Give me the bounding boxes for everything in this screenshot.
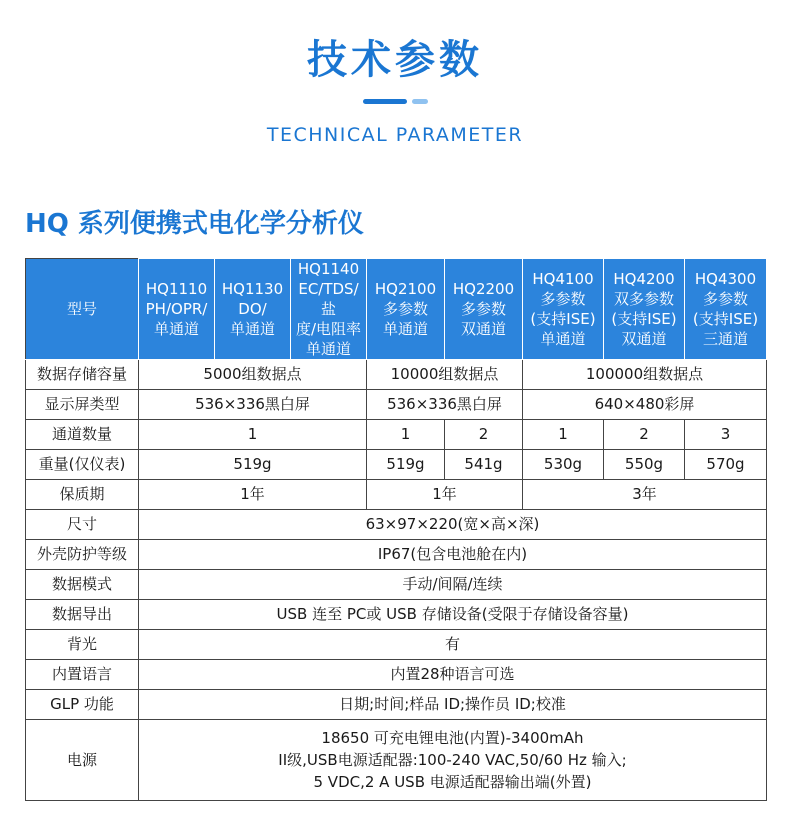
model-line: 多参数	[460, 300, 506, 318]
model-line: (支持ISE)	[611, 310, 677, 328]
table-cell: 1年	[139, 480, 367, 510]
model-hq4300	[685, 259, 767, 360]
model-line: EC/TDS/盐	[298, 280, 359, 318]
model-line: DO/	[238, 300, 267, 318]
table-cell: 日期;时间;样品 ID;操作员 ID;校准	[139, 690, 767, 720]
table-row	[26, 450, 767, 480]
table-row	[26, 630, 767, 660]
table-cell: 519g	[367, 450, 445, 480]
model-line: 三通道	[702, 330, 748, 348]
model-line: 双通道	[621, 330, 667, 348]
model-line: 双多参数	[613, 290, 674, 308]
table-cell: 手动/间隔/连续	[139, 570, 767, 600]
table-cell: 519g	[139, 450, 367, 480]
model-line: (支持ISE)	[530, 310, 596, 328]
model-hq1140	[291, 259, 367, 360]
row-label: 通道数量	[26, 420, 139, 450]
power-line: 5 VDC,2 A USB 电源适配器输出端(外置)	[313, 773, 592, 791]
table-header-row	[26, 259, 767, 360]
table-row	[26, 690, 767, 720]
row-label: 显示屏类型	[26, 390, 139, 420]
table-cell: IP67(包含电池舱在内)	[139, 540, 767, 570]
table-cell	[139, 720, 767, 801]
model-line: HQ1140	[297, 260, 360, 278]
model-line: HQ2200	[452, 280, 515, 298]
table-row	[26, 540, 767, 570]
model-line: HQ4200	[613, 270, 675, 288]
row-label: 重量(仅仪表)	[26, 450, 139, 480]
table-cell: 570g	[685, 450, 767, 480]
table-cell: 63×97×220(宽×高×深)	[139, 510, 767, 540]
model-line: HQ2100	[374, 280, 437, 298]
model-line: HQ1110	[145, 280, 208, 298]
table-cell: 2	[604, 420, 685, 450]
table-cell: 内置28种语言可选	[139, 660, 767, 690]
table-cell: 536×336黑白屏	[367, 390, 523, 420]
page-subtitle: TECHNICAL PARAMETER	[266, 124, 524, 146]
row-label: 背光	[26, 630, 139, 660]
title-underline-light	[412, 99, 428, 104]
table-cell: 5000组数据点	[139, 360, 367, 390]
row-label: 保质期	[26, 480, 139, 510]
table-cell: 550g	[604, 450, 685, 480]
model-hq4200	[604, 259, 685, 360]
table-cell: 1	[367, 420, 445, 450]
model-line: (支持ISE)	[692, 310, 759, 328]
row-label: 电源	[26, 720, 139, 801]
table-cell: 1	[139, 420, 367, 450]
model-line: 度/电阻率	[295, 320, 362, 338]
table-cell: 640×480彩屏	[523, 390, 767, 420]
model-line: 单通道	[540, 330, 586, 348]
row-label: 尺寸	[26, 510, 139, 540]
row-label: 外壳防护等级	[26, 540, 139, 570]
table-row	[26, 480, 767, 510]
model-line: HQ4300	[694, 270, 757, 288]
model-hq2100	[367, 259, 445, 360]
row-label: 数据存储容量	[26, 360, 139, 390]
table-cell: 536×336黑白屏	[139, 390, 367, 420]
table-cell: 3年	[523, 480, 767, 510]
model-line: 多参数	[702, 290, 748, 308]
section-title: HQ 系列便携式电化学分析仪	[25, 209, 364, 239]
table-row	[26, 660, 767, 690]
model-line: HQ1130	[221, 280, 284, 298]
table-cell: 1年	[367, 480, 523, 510]
table-cell: 541g	[445, 450, 523, 480]
table-row	[26, 510, 767, 540]
row-label: 数据模式	[26, 570, 139, 600]
row-label: GLP 功能	[26, 690, 139, 720]
table-row	[26, 420, 767, 450]
table-row	[26, 570, 767, 600]
table-cell: 10000组数据点	[367, 360, 523, 390]
model-line: 单通道	[305, 340, 351, 358]
model-hq2200	[445, 259, 523, 360]
model-line: HQ4100	[532, 270, 594, 288]
model-hq1130	[215, 259, 291, 360]
header-label: 型号	[26, 259, 139, 360]
table-cell: 2	[445, 420, 523, 450]
table-row	[26, 390, 767, 420]
table-cell: 1	[523, 420, 604, 450]
model-line: 单通道	[382, 320, 428, 338]
model-line: 双通道	[460, 320, 506, 338]
model-line: 单通道	[229, 320, 275, 338]
page-title: 技术参数	[307, 37, 483, 83]
table-cell: USB 连至 PC或 USB 存储设备(受限于存储设备容量)	[139, 600, 767, 630]
table-row	[26, 600, 767, 630]
model-line: 多参数	[540, 290, 586, 308]
model-line: 单通道	[153, 320, 199, 338]
table-cell: 530g	[523, 450, 604, 480]
power-line: 18650 可充电锂电池(内置)-3400mAh	[321, 729, 584, 747]
power-line: II级,USB电源适配器:100-240 VAC,50/60 Hz 输入;	[278, 751, 627, 769]
model-hq1110	[139, 259, 215, 360]
table-cell: 3	[685, 420, 767, 450]
table-cell: 100000组数据点	[523, 360, 767, 390]
table-cell: 有	[139, 630, 767, 660]
model-line: PH/OPR/	[145, 300, 208, 318]
title-underline-dark	[363, 99, 407, 104]
row-label: 数据导出	[26, 600, 139, 630]
model-line: 多参数	[382, 300, 428, 318]
spec-table	[25, 258, 767, 801]
row-label: 内置语言	[26, 660, 139, 690]
table-row	[26, 720, 767, 801]
table-row	[26, 360, 767, 390]
model-hq4100	[523, 259, 604, 360]
